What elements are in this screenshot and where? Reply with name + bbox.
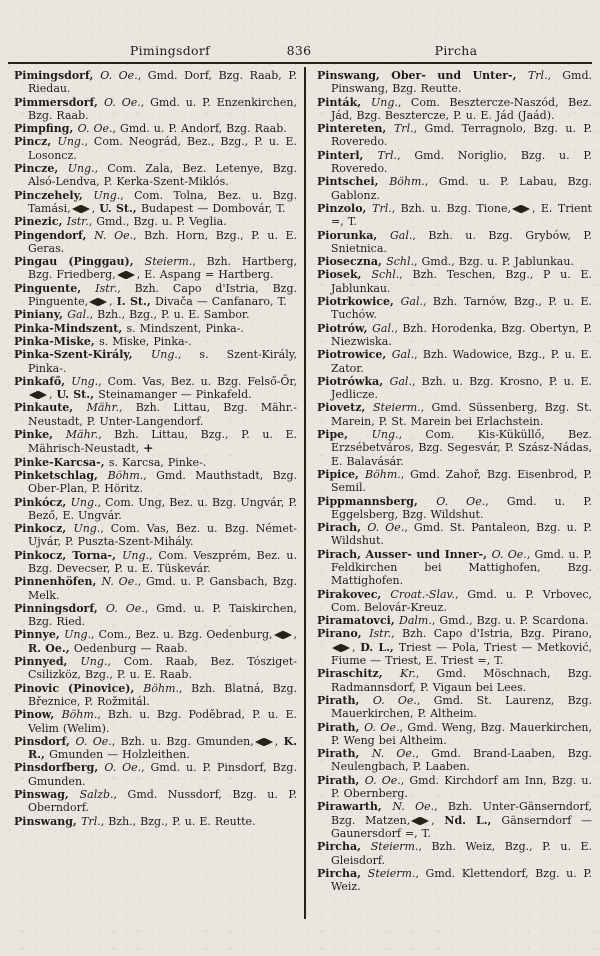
gazetteer-entry — [317, 614, 592, 627]
crownland-abbrev: O. Oe. — [372, 693, 417, 707]
gazetteer-entry — [14, 255, 297, 282]
crownland-abbrev: Mähr. — [86, 401, 120, 415]
entry-text: s. Mindszent, Pinka-. — [126, 321, 244, 335]
gazetteer-entry — [317, 468, 592, 495]
entry-text: , Bzh., Bzg., P. u. E. Sambor. — [89, 308, 250, 322]
crownland-abbrev: Ung. — [80, 655, 108, 669]
entry-headword: Pinkocz, — [14, 522, 74, 536]
gazetteer-entry — [14, 815, 297, 828]
gazetteer-entry — [14, 628, 297, 655]
entry-text: , Gmd. St. Pantaleon, Bzg. u. P. Wildshut. — [331, 521, 592, 548]
running-head-right: Pircha — [434, 43, 478, 58]
crownland-abbrev: O. Oe. — [491, 547, 527, 561]
gazetteer-entry — [317, 229, 592, 256]
gazetteer-entry — [317, 255, 592, 268]
column-left — [14, 69, 297, 828]
winged-wheel-icon — [337, 644, 345, 652]
entry-text: Oedenburg — Raab. — [73, 641, 188, 655]
gazetteer-entry — [14, 549, 297, 576]
crownland-abbrev: Ung. — [64, 628, 92, 642]
entry-headword: Pinkafő, — [14, 374, 72, 388]
entry-headword: Piramatovci, — [317, 614, 399, 628]
entry-headword: Pinnenhöfen, — [14, 575, 102, 589]
gazetteer-entry — [14, 335, 297, 348]
entry-text: , — [274, 734, 284, 748]
entry-headword: Pinke-Karcsa-, — [14, 455, 109, 469]
gazetteer-entry — [317, 747, 592, 774]
crownland-abbrev: O. Oe. — [364, 720, 400, 734]
entry-text: , Gmd. Noriglio, Bzg. u. P. Roveredo. — [331, 148, 593, 176]
entry-headword: Pinterl, — [317, 148, 378, 162]
entry-headword: Pincz, — [14, 135, 58, 149]
gazetteer-entry — [14, 401, 297, 428]
entry-headword: Pirath, — [317, 773, 365, 787]
entry-text: , — [293, 628, 297, 642]
crownland-abbrev: O. Oe. — [75, 734, 112, 748]
crownland-abbrev: O. Oe. — [77, 122, 113, 136]
crownland-abbrev: Böhm. — [365, 467, 401, 481]
entry-headword: Pinnye, — [14, 628, 65, 642]
crownland-abbrev: Böhm. — [143, 681, 179, 695]
entry-text: , Bzh. Capo d'Istria, Bzg. Pirano, — [391, 627, 592, 641]
winged-wheel-icon — [416, 817, 424, 825]
entry-headword: Pinkaute, — [14, 401, 87, 415]
entry-text: , Bzh. Horodenka, Bzg. Obertyn, P. Niezwiska. — [331, 321, 593, 348]
winged-wheel-icon — [34, 391, 42, 399]
entry-text: s. Miske, Pinka-. — [99, 334, 192, 348]
gazetteer-entry — [14, 496, 297, 523]
entry-text: , Bzh. Hartberg, Bzg. Friedberg, — [28, 255, 297, 282]
gazetteer-entry — [317, 69, 592, 96]
crownland-abbrev: O. Oe. — [105, 601, 145, 615]
entry-text: Divača — Canfanaro, T. — [154, 295, 287, 309]
crownland-abbrev: Istr. — [369, 627, 392, 641]
entry-text: , Bzh. u. Bzg. Krosno, P. u. E. Jedlicze. — [331, 374, 592, 402]
crownland-abbrev: Böhm. — [389, 175, 425, 189]
entry-text: , Bzh. Littau, Bzg., P. u. E. Mährisch-Neustadt, — [28, 428, 297, 456]
entry-text: , Gmd. Klettendorf, Bzg. u. P. Weiz. — [331, 866, 592, 894]
entry-headword: Piotrów, — [317, 321, 373, 335]
gazetteer-entry — [317, 548, 592, 588]
entry-headword: Pinezic, — [14, 215, 67, 229]
crownland-abbrev: Böhm. — [61, 708, 98, 722]
gazetteer-entry — [14, 135, 297, 162]
gazetteer-entry — [317, 774, 592, 801]
entry-text: , Gmd. Brand-Laaben, Bzg. Neulengbach, P. Laaben. — [331, 747, 592, 774]
column-divider — [304, 67, 306, 919]
entry-headword: Pinsdorf, — [14, 734, 76, 748]
crownland-abbrev: Gal. — [391, 348, 415, 362]
entry-text: , E. Aspang = Hartberg. — [136, 268, 274, 282]
entry-headword: Piorunka, — [317, 228, 390, 242]
entry-headword: Pingendorf, — [14, 228, 95, 242]
entry-headword: Pincze, — [14, 162, 68, 176]
crownland-abbrev: Ung. — [71, 374, 99, 388]
entry-text: , Bzh. Horn, Bzg., P. u. E. Geras. — [28, 228, 297, 255]
entry-text: , Gmd., Bzg. u. P. Scardona. — [431, 614, 589, 628]
entry-headword: Pimingsdorf, — [14, 69, 101, 82]
cross-icon: + — [143, 440, 154, 456]
crownland-abbrev: Ung. — [70, 495, 98, 509]
entry-text: , Gmd. u. P. Gansbach, Bzg. Melk. — [28, 575, 297, 602]
gazetteer-entry — [14, 215, 297, 228]
winged-wheel-icon — [94, 298, 102, 306]
entry-headword: U. St., — [56, 388, 99, 402]
gazetteer-entry — [317, 495, 592, 522]
entry-headword: Piotrówka, — [317, 374, 390, 388]
crownland-abbrev: N. Oe. — [94, 228, 134, 242]
entry-headword: D. L., — [360, 640, 399, 654]
entry-headword: Pinswag, — [14, 788, 80, 802]
gazetteer-entry — [14, 602, 297, 629]
crownland-abbrev: Trl. — [81, 814, 101, 828]
entry-headword: Pinczehely, — [14, 188, 94, 202]
entry-text: , Com. Ung, Bez. u. Bzg. Ungvár, P. Bező, E. Ungvár. — [28, 495, 297, 522]
entry-text: , Gmd. u. P. Taiskirchen, Bzg. Ried. — [28, 601, 297, 629]
entry-headword: Pircha, — [317, 866, 368, 880]
gazetteer-entry — [317, 322, 592, 349]
gazetteer-entry — [317, 149, 592, 176]
entry-text: , Gmd. u. P. Labau, Bzg. Gablonz. — [331, 175, 592, 202]
gazetteer-entry — [317, 348, 592, 375]
gazetteer-entry — [317, 721, 592, 748]
running-head-left: Pimingsdorf — [129, 43, 211, 58]
header-rule — [8, 62, 592, 64]
entry-text: , Bzh. Tarnów, Bzg., P. u. E. Tuchów. — [331, 295, 592, 322]
entry-headword: Pioseczna, — [317, 255, 387, 269]
entry-text: , Com. Tolna, Bez. u. Bzg. Tamási, — [28, 188, 297, 215]
crownland-abbrev: Istr. — [95, 281, 118, 295]
entry-text: , Gmd. Terragnolo, Bzg. u. P. Roveredo. — [331, 122, 592, 149]
entry-text: , Bzh. Blatná, Bzg. Březnice, P. Rožmitál. — [28, 681, 297, 708]
crownland-abbrev: O. Oe. — [364, 773, 401, 787]
entry-text: , Com. Vas, Bez. u. Bzg. Felső-Őr, — [98, 374, 297, 388]
entry-text: , — [352, 640, 361, 654]
crownland-abbrev: O. Oe. — [436, 494, 486, 508]
crownland-abbrev: Trl. — [527, 69, 548, 82]
entry-headword: Pirach, Ausser- und Inner-, — [317, 547, 492, 561]
entry-headword: Pinka-Szent-Király, — [14, 348, 151, 362]
entry-headword: Pirano, — [317, 627, 370, 641]
gazetteer-entry — [14, 162, 297, 189]
crownland-abbrev: Gal. — [67, 308, 90, 322]
crownland-abbrev: N. Oe. — [371, 747, 416, 761]
entry-headword: I. St., — [116, 295, 155, 309]
crownland-abbrev: Ung. — [57, 135, 85, 149]
entry-headword: Pircha, — [317, 840, 371, 854]
crownland-abbrev: Schl. — [386, 255, 415, 269]
gazetteer-entry — [317, 96, 592, 123]
winged-wheel-icon — [77, 205, 85, 213]
entry-headword: Pippmannsberg, — [317, 494, 437, 508]
gazetteer-entry — [14, 469, 297, 496]
crownland-abbrev: Trl. — [372, 201, 392, 215]
gazetteer-entry — [14, 122, 297, 135]
page-number: 836 — [286, 43, 312, 58]
gazetteer-entry — [317, 667, 592, 694]
entry-text: , Gmd. u. P. Feldkirchen bei Mattighofen, Bzg. Mattighofen. — [331, 547, 592, 588]
entry-headword: Piotrkowice, — [317, 295, 401, 309]
crownland-abbrev: Mähr. — [65, 428, 99, 442]
entry-text: , Bzh. Unter-Gänserndorf, Bzg. Matzen, — [331, 800, 592, 827]
entry-headword: Pintschei, — [317, 175, 390, 189]
entry-text: Gmunden — Holzleithen. — [49, 748, 190, 762]
entry-text: , — [109, 295, 117, 309]
gazetteer-entry — [317, 375, 592, 402]
gazetteer-entry — [14, 348, 297, 375]
winged-wheel-icon — [517, 205, 525, 213]
entry-text: , Bzh. u. Bzg. Grybów, P. Snietnica. — [331, 228, 592, 255]
crownland-abbrev: Kr. — [400, 667, 416, 681]
entry-headword: Piosek, — [317, 268, 372, 282]
entry-headword: Piotrowice, — [317, 348, 392, 362]
entry-text: Steinamanger — Pinkafeld. — [98, 388, 252, 402]
entry-text: , Gmd. Pinswang, Bzg. Reutte. — [331, 69, 592, 96]
gazetteer-entry — [14, 788, 297, 815]
gazetteer-entry — [317, 401, 592, 428]
crownland-abbrev: O. Oe. — [100, 69, 138, 82]
gazetteer-entry — [14, 308, 297, 321]
entry-headword: Pipe, — [317, 428, 372, 442]
crownland-abbrev: O. Oe. — [104, 95, 141, 109]
entry-text: , Bzh. Capo d'Istria, Bzg. Pinguente, — [28, 281, 297, 309]
crownland-abbrev: Schl. — [371, 268, 400, 282]
entry-text: , — [49, 388, 57, 402]
gazetteer-entry — [14, 69, 297, 96]
entry-text: , Com. Veszprém, Bez. u. Bzg. Devecser, P. u. E. Tüskevár. — [28, 548, 297, 575]
entry-headword: Nd. L., — [444, 813, 502, 827]
entry-headword: Pimmersdorf, — [14, 95, 105, 109]
entry-headword: Pirach, — [317, 521, 368, 535]
entry-text: , Gmd. u. P. Pinsdorf, Bzg. Gmunden. — [28, 761, 297, 788]
entry-text: , Gmd. Kirchdorf am Inn, Bzg. u. P. Obernberg. — [331, 773, 592, 801]
entry-text: , Bzh. Teschen, Bzg., P u. E. Jablunkau. — [331, 268, 592, 295]
crownland-abbrev: Ung. — [150, 348, 178, 362]
entry-text: Triest — Pola, Triest — Metković, Fiume — Triest, E. Triest =, T. — [331, 640, 593, 668]
gazetteer-entry — [317, 627, 592, 667]
gazetteer-entry — [14, 456, 297, 469]
entry-text: , E. Trient =, T. — [331, 201, 592, 229]
entry-headword: Pintereten, — [317, 122, 394, 136]
gazetteer-entry — [14, 96, 297, 123]
gazetteer-entry — [317, 867, 592, 894]
gazetteer-entry — [14, 282, 297, 309]
entry-text: , Com. Kis-Küküllő, Bez. Erzsébetváros, Bzg. Segesvár, P. Szász-Nádas, E. Balavásár. — [331, 428, 592, 468]
entry-headword: Pinketschlag, — [14, 468, 108, 482]
crownland-abbrev: Gal. — [389, 374, 412, 388]
entry-text: , Gmd. Mauthstadt, Bzg. Ober-Plan, P. Höritz. — [28, 468, 297, 496]
entry-headword: Pinkócz, — [14, 495, 71, 509]
entry-text: , s. Szent-Király, Pinka-. — [28, 348, 297, 375]
entry-headword: Pinnyed, — [14, 655, 81, 669]
gazetteer-entry — [317, 295, 592, 322]
entry-text: s. Karcsa, Pinke-. — [108, 455, 207, 469]
entry-headword: Pirath, — [317, 747, 372, 761]
crownland-abbrev: Gal. — [372, 321, 395, 335]
entry-text: , Com. Besztercze-Naszód, Bez. Jád, Bzg. Besztercze, P. u. E. Jád (Jaád). — [331, 95, 592, 122]
entry-headword: Pirath, — [317, 693, 373, 707]
crownland-abbrev: Dalm. — [399, 614, 432, 628]
entry-headword: K. R., — [28, 734, 297, 762]
entry-headword: Pipice, — [317, 467, 366, 481]
crownland-abbrev: Ung. — [370, 95, 398, 109]
entry-text: Gänserndorf — Gaunersdorf =, T. — [331, 813, 593, 840]
entry-text: , Bzh. u. Bzg. Tione, — [391, 201, 511, 215]
entry-text: , Gmd. Zahoř, Bzg. Eisenbrod, P. Semil. — [331, 467, 592, 495]
entry-headword: Piovetz, — [317, 401, 373, 415]
crownland-abbrev: Böhm. — [107, 468, 144, 482]
crownland-abbrev: Gal. — [389, 228, 413, 242]
entry-headword: Pinka-Miske, — [14, 334, 100, 348]
entry-text: , Com. Zala, Bez. Letenye, Bzg. Alsó-Lendva, P. Kerka-Szent-Miklós. — [28, 162, 297, 189]
crownland-abbrev: Ung. — [73, 522, 101, 536]
gazetteer-entry — [14, 761, 297, 788]
entry-headword: Pirawarth, — [317, 800, 393, 814]
entry-text: , Gmd. Süssenberg, Bzg. St. Marein, P. St. Marein bei Erlachstein. — [331, 401, 592, 428]
entry-headword: Pinow, — [14, 708, 62, 722]
entry-text: , Gmd. u. P. Enzenkirchen, Bzg. Raab. — [28, 95, 297, 122]
entry-text: , Bzh. Weiz, Bzg., P. u. E. Gleisdorf. — [331, 840, 592, 867]
entry-headword: Pinguente, — [14, 281, 96, 295]
gazetteer-entry — [317, 175, 592, 202]
crownland-abbrev: Salzb. — [79, 788, 114, 802]
entry-headword: Pinsdorfberg, — [14, 761, 105, 775]
entry-headword: Piniany, — [14, 308, 68, 322]
entry-text: , Com., Bez. u. Bzg. Oedenburg, — [91, 628, 273, 642]
entry-text: , Bzh. Littau, Bzg. Mähr.-Neustadt, P. Unter-Langendorf. — [28, 401, 297, 428]
entry-headword: Pinswang, — [14, 814, 82, 828]
crownland-abbrev: N. Oe. — [392, 800, 435, 814]
entry-headword: Pinningsdorf, — [14, 601, 106, 615]
crownland-abbrev: Steierm. — [373, 401, 421, 415]
entry-headword: Piraschitz, — [317, 667, 401, 681]
winged-wheel-icon — [279, 631, 287, 639]
gazetteer-entry — [317, 202, 592, 229]
crownland-abbrev: Gal. — [400, 295, 423, 309]
entry-text: , — [91, 201, 100, 215]
entry-headword: Pingau (Pinggau), — [14, 255, 145, 269]
entry-text: , Gmd. Weng, Bzg. Mauerkirchen, P. Weng bei Altheim. — [331, 720, 592, 747]
gazetteer-entry — [317, 428, 592, 468]
gazetteer-entry — [14, 708, 297, 735]
entry-headword: Pinke, — [14, 428, 66, 442]
entry-headword: Pinka-Mindszent, — [14, 321, 127, 335]
entry-text: , Gmd. Dorf, Bzg. Raab, P. Riedau. — [28, 69, 298, 96]
gazetteer-entry — [317, 840, 592, 867]
entry-headword: Pinkocz, Torna-, — [14, 548, 123, 562]
gazetteer-entry — [14, 428, 297, 456]
winged-wheel-icon — [122, 271, 130, 279]
entry-text: , Com. Vas, Bez. u. Bzg. Német-Ujvár, P. Puszta-Szent-Mihály. — [28, 522, 298, 549]
entry-text: , Gmd. u. P. Andorf, Bzg. Raab. — [112, 122, 287, 136]
entry-text: , Gmd. u. P. Eggelsberg, Bzg. Wildshut. — [331, 494, 592, 521]
entry-headword: U. St., — [99, 201, 141, 215]
gazetteer-entry — [14, 322, 297, 335]
entry-text: , Com. Neográd, Bez., Bzg., P. u. E. Losoncz. — [28, 135, 297, 162]
gazetteer-entry — [317, 694, 592, 721]
crownland-abbrev: Steierm. — [367, 866, 416, 880]
crownland-abbrev: Trl. — [377, 148, 398, 162]
gazetteer-entry — [14, 735, 297, 762]
entry-text: , Gmd. u. P. Vrbovec, Com. Belovár-Kreuz. — [331, 587, 592, 614]
entry-headword: Pinswang, Ober- und Unter-, — [317, 69, 528, 82]
crownland-abbrev: O. Oe. — [367, 521, 405, 535]
entry-text: , Gmd., Bzg. u. P. Veglia. — [88, 215, 227, 229]
winged-wheel-icon — [260, 738, 268, 746]
crownland-abbrev: Ung. — [93, 188, 121, 202]
entry-text: , Bzh., Bzg., P. u. E. Reutte. — [100, 814, 256, 828]
entry-headword: R. Oe., — [28, 641, 74, 655]
entry-text: , Bzh. u. Bzg. Poděbrad, P. u. E. Velim (Welim). — [28, 708, 297, 735]
gazetteer-entry — [14, 229, 297, 256]
gazetteer-entry — [317, 521, 592, 548]
entry-text: , — [431, 813, 445, 827]
entry-headword: Pirakovec, — [317, 587, 391, 601]
column-right — [317, 69, 592, 893]
gazetteer-entry — [14, 189, 297, 216]
gazetteer-entry — [14, 522, 297, 549]
entry-text: , Bzh. Wadowice, Bzg., P. u. E. Zator. — [331, 348, 592, 375]
gazetteer-entry — [317, 268, 592, 295]
gazetteer-entry — [14, 682, 297, 709]
entry-headword: Pinzolo, — [317, 201, 373, 215]
crownland-abbrev: Trl. — [393, 122, 414, 136]
gazetteer-entry — [317, 122, 592, 149]
entry-headword: Pinták, — [317, 95, 371, 109]
entry-text: , Gmd. Nussdorf, Bzg. u. P. Oberndorf. — [28, 788, 298, 815]
gazetteer-entry — [14, 575, 297, 602]
entry-headword: Pimpfing, — [14, 122, 78, 136]
entry-headword: Pirath, — [317, 720, 365, 734]
gazetteer-entry — [14, 655, 297, 682]
crownland-abbrev: Croat.-Slav. — [390, 587, 455, 601]
crownland-abbrev: O. Oe. — [104, 761, 142, 775]
entry-text: , Com. Raab, Bez. Tósziget-Csilizköz, Bzg., P. u. E. Raab. — [28, 655, 297, 682]
crownland-abbrev: Steierm. — [144, 255, 193, 269]
crownland-abbrev: Steierm. — [370, 840, 419, 854]
entry-text: , Bzh. u. Bzg. Gmunden, — [111, 734, 254, 748]
crownland-abbrev: Ung. — [122, 548, 150, 562]
crownland-abbrev: Istr. — [66, 215, 89, 229]
entry-headword: Pinovic (Pinovice), — [14, 681, 144, 695]
entry-text: , Gmd., Bzg. u. P. Jablunkau. — [414, 255, 574, 269]
entry-text: , Gmd. Möschnach, Bzg. Radmannsdorf, P. Vigaun bei Lees. — [331, 667, 592, 694]
gazetteer-entry — [317, 800, 592, 840]
gazetteer-entry — [14, 375, 297, 402]
entry-text: Budapest — Dombovár, T. — [140, 201, 286, 215]
crownland-abbrev: Ung. — [371, 428, 399, 442]
entry-text: , Gmd. St. Laurenz, Bzg. Mauerkirchen, P. Altheim. — [331, 693, 592, 721]
gazetteer-entry — [317, 588, 592, 615]
crownland-abbrev: N. Oe. — [101, 575, 138, 589]
crownland-abbrev: Ung. — [67, 162, 95, 176]
